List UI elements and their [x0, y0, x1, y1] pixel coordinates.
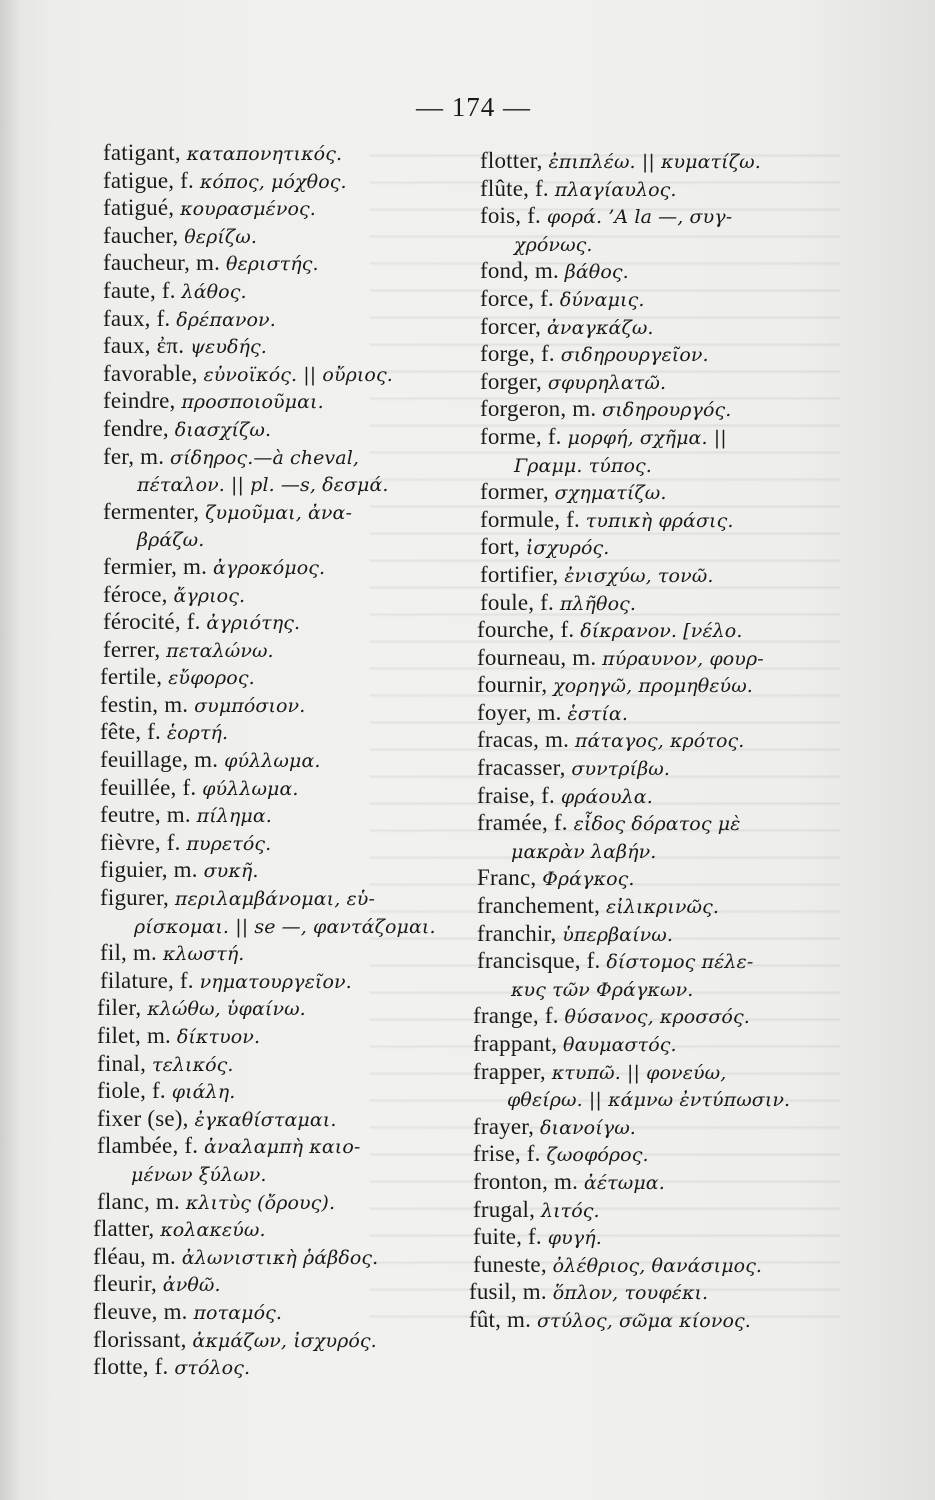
headword: fracasser,: [477, 755, 566, 781]
entry-continuation: [480, 452, 825, 480]
dictionary-entry: [97, 995, 463, 1023]
dictionary-entry: [473, 1252, 825, 1280]
headword: fatigue, f.: [103, 167, 194, 193]
greek-translation: Γραμμ. τύπος.: [514, 454, 652, 477]
headword: forme, f.: [480, 423, 562, 449]
greek-translation: κτυπῶ. || φονεύω,: [551, 1061, 727, 1084]
greek-translation: δίκτυον.: [176, 1026, 261, 1048]
greek-translation: ψευδής.: [190, 336, 267, 359]
dictionary-entry: [103, 333, 463, 361]
headword: frise, f.: [473, 1141, 541, 1167]
greek-translation: ἐγκαθίσταμαι.: [194, 1108, 337, 1131]
greek-translation: ὀλέθριος, θανάσιμος.: [552, 1254, 763, 1277]
dictionary-entry: [103, 278, 463, 306]
headword: fraise, f.: [477, 782, 555, 808]
greek-translation: χρόνως.: [514, 233, 593, 256]
greek-translation: πλαγίαυλος.: [554, 178, 677, 201]
headword: fatigué,: [103, 195, 175, 221]
greek-translation: σιδηρουργός.: [602, 399, 732, 422]
headword: faucheur, m.: [103, 250, 221, 276]
entry-continuation: [103, 526, 463, 554]
dictionary-entry: [103, 444, 463, 472]
dictionary-entry: [469, 1279, 825, 1307]
headword: féroce,: [103, 581, 168, 607]
dictionary-entry: [480, 369, 825, 397]
headword: fête, f.: [100, 719, 161, 745]
headword: fois, f.: [480, 203, 542, 229]
greek-translation: ἀκμάζων, ἰσχυρός.: [192, 1329, 377, 1352]
dictionary-entry: [473, 1031, 825, 1059]
greek-translation: φράουλα.: [560, 785, 653, 808]
dictionary-entry: [93, 1244, 463, 1272]
greek-translation: βάθος.: [564, 261, 629, 284]
dictionary-entry: [473, 1003, 825, 1031]
dictionary-entry: [480, 396, 825, 424]
greek-translation: βράζω.: [137, 529, 205, 552]
entry-continuation: [103, 471, 463, 499]
dictionary-entry: [97, 1023, 463, 1051]
headword: filature, f.: [100, 967, 194, 993]
greek-translation: ζωοφόρος.: [546, 1144, 649, 1167]
headword: forcer,: [480, 313, 542, 339]
greek-translation: ἀνθῶ.: [162, 1274, 221, 1297]
greek-translation: κλώθω, ὑφαίνω.: [147, 998, 306, 1021]
dictionary-entry: [103, 582, 463, 610]
greek-translation: εἶδος δόρατος μὲ: [573, 813, 741, 836]
greek-translation: κλωστή.: [162, 943, 245, 966]
headword: feutre, m.: [100, 802, 191, 828]
dictionary-entry: [477, 921, 825, 949]
greek-translation: κόπος, μόχθος.: [199, 170, 347, 193]
headword: fuite, f.: [473, 1224, 542, 1250]
greek-translation: μακρὰν λαβήν.: [511, 840, 657, 863]
greek-translation: κυς τῶν Φράγκων.: [511, 978, 694, 1001]
dictionary-entry: [103, 388, 463, 416]
greek-translation: δίστομος πέλε-: [606, 951, 754, 974]
dictionary-entry: [477, 810, 825, 838]
greek-translation: συντρίβω.: [571, 758, 671, 781]
dictionary-entry: [93, 1216, 463, 1244]
greek-translation: περιλαμβάνομαι, εὑ-: [174, 888, 375, 911]
greek-translation: προσποιοῦμαι.: [181, 391, 324, 414]
headword: flanc, m.: [97, 1188, 180, 1214]
dictionary-entry: [100, 719, 463, 747]
greek-translation: θαυμαστός.: [563, 1034, 677, 1056]
greek-translation: σίδηρος.—à cheval,: [170, 446, 360, 469]
dictionary-entry: [473, 1197, 825, 1225]
headword: fléau, m.: [93, 1243, 176, 1269]
greek-translation: νηματουργεῖον.: [199, 970, 352, 993]
greek-translation: εὐνοϊκός. || οὔριος.: [203, 363, 393, 386]
headword: flotter,: [480, 148, 543, 173]
headword: fusil, m.: [469, 1279, 547, 1305]
greek-translation: ἀγριότης.: [206, 612, 301, 635]
dictionary-entry: [473, 1224, 825, 1252]
headword: faucher,: [103, 222, 179, 248]
dictionary-entry: [477, 645, 825, 673]
dictionary-entry: [469, 1307, 825, 1335]
dictionary-entry: [97, 1133, 463, 1161]
dictionary-entry: [103, 306, 463, 334]
headword: francisque, f.: [477, 948, 601, 974]
dictionary-entry: [473, 1141, 825, 1169]
greek-translation: Φράγκος.: [542, 868, 635, 891]
headword: foule, f.: [480, 589, 554, 615]
greek-translation: θερίζω.: [184, 225, 258, 248]
headword: fond, m.: [480, 258, 559, 284]
dictionary-entry: [473, 1169, 825, 1197]
greek-translation: εἰλικρινῶς.: [605, 896, 719, 919]
dictionary-entry: [100, 968, 463, 996]
dictionary-entry: [480, 507, 825, 535]
headword: foyer, m.: [477, 699, 562, 725]
headword: funeste,: [473, 1251, 547, 1277]
dictionary-entry: [93, 1354, 463, 1382]
greek-translation: ἀναγκάζω.: [546, 316, 654, 339]
headword: fermier, m.: [103, 553, 208, 579]
headword: fendre,: [103, 415, 169, 441]
greek-translation: φύλλωμα.: [224, 750, 321, 773]
headword: faux, f.: [103, 305, 171, 331]
dictionary-entry: [103, 140, 463, 168]
dictionary-entry: [100, 747, 463, 775]
greek-translation: πύραυνον, φουρ-: [602, 647, 764, 670]
dictionary-entry: [103, 416, 463, 444]
dictionary-entry: [103, 637, 463, 665]
dictionary-entry: [103, 554, 463, 582]
dictionary-entry: [477, 948, 825, 976]
dictionary-entry: [477, 617, 825, 645]
headword: frappant,: [473, 1031, 558, 1056]
headword: figurer,: [100, 885, 170, 911]
headword: filet, m.: [97, 1023, 171, 1048]
dictionary-entry: [93, 1327, 463, 1355]
greek-translation: φυγή.: [547, 1227, 602, 1250]
greek-translation: κολακεύω.: [160, 1219, 266, 1242]
greek-translation: δρέπανον.: [176, 308, 276, 331]
greek-translation: πεταλώνω.: [166, 639, 274, 662]
headword: fournir,: [477, 672, 548, 698]
entry-continuation: [473, 1086, 825, 1114]
greek-translation: ποταμός.: [193, 1301, 283, 1324]
headword: franchement,: [477, 893, 601, 919]
headword: feuillée, f.: [100, 774, 197, 800]
greek-translation: ἰσχυρός.: [525, 537, 610, 560]
dictionary-entry: [480, 148, 825, 176]
headword: flûte, f.: [480, 175, 549, 201]
dictionary-entry: [480, 176, 825, 204]
headword: forger,: [480, 368, 542, 394]
dictionary-entry: [480, 534, 825, 562]
headword: florissant,: [93, 1326, 187, 1352]
headword: frayer,: [473, 1113, 535, 1139]
greek-translation: ἄγριος.: [173, 584, 246, 607]
greek-translation: ἐνισχύω, τονῶ.: [564, 564, 714, 587]
greek-translation: ἀλωνιστικὴ ῥάβδος.: [181, 1246, 379, 1269]
headword: fiole, f.: [97, 1078, 166, 1104]
greek-translation: πίλημα.: [196, 805, 272, 828]
greek-translation: χορηγῶ, προμηθεύω.: [553, 675, 753, 698]
dictionary-entry: [477, 700, 825, 728]
headword: fermenter,: [103, 498, 200, 524]
greek-translation: φύλλωμα.: [202, 777, 299, 800]
headword: flotte, f.: [93, 1354, 169, 1380]
entry-continuation: [477, 838, 825, 866]
headword: fleuve, m.: [93, 1298, 188, 1324]
headword: force, f.: [480, 285, 554, 311]
greek-translation: ἑστία.: [567, 702, 629, 725]
greek-translation: καταπονητικός.: [186, 143, 343, 165]
headword: fleurir,: [93, 1271, 157, 1297]
greek-translation: τελικός.: [151, 1053, 234, 1076]
greek-translation: ρίσκομαι. || se —, φαντάζομαι.: [134, 915, 436, 938]
dictionary-entry: [103, 223, 463, 251]
right-column: [469, 148, 825, 1335]
dictionary-entry: [100, 857, 463, 885]
greek-translation: θύσανος, κροσσός.: [564, 1006, 750, 1029]
headword: framée, f.: [477, 810, 568, 836]
dictionary-entry: [477, 727, 825, 755]
headword: frugal,: [473, 1196, 536, 1222]
headword: figuier, m.: [100, 857, 198, 883]
greek-translation: φορά. ’A la —, συγ-: [546, 206, 733, 229]
greek-translation: σφυρηλατῶ.: [547, 371, 667, 394]
headword: forge, f.: [480, 341, 555, 367]
entry-continuation: [100, 913, 463, 941]
greek-translation: ἐπιπλέω. || κυματίζω.: [548, 151, 761, 173]
dictionary-entry: [480, 314, 825, 342]
headword: forgeron, m.: [480, 396, 597, 422]
headword: flatter,: [93, 1216, 155, 1242]
headword: Franc,: [477, 865, 537, 891]
dictionary-entry: [480, 590, 825, 618]
dictionary-entry: [477, 783, 825, 811]
dictionary-entry: [100, 830, 463, 858]
greek-translation: μένων ξύλων.: [131, 1163, 267, 1186]
left-column: [93, 140, 463, 1382]
dictionary-entry: [100, 664, 463, 692]
greek-translation: ἀναλαμπὴ καιο-: [204, 1136, 361, 1159]
headword: flambée, f.: [97, 1133, 199, 1159]
entry-continuation: [480, 231, 825, 259]
greek-translation: εὔφορος.: [168, 667, 255, 690]
dictionary-entry: [477, 893, 825, 921]
greek-translation: στόλος.: [174, 1357, 251, 1380]
headword: fracas, m.: [477, 727, 570, 753]
dictionary-entry: [103, 195, 463, 223]
headword: formule, f.: [480, 506, 580, 532]
greek-translation: θεριστής.: [225, 253, 319, 276]
dictionary-entry: [480, 479, 825, 507]
dictionary-entry: [100, 802, 463, 830]
dictionary-entry: [477, 755, 825, 783]
greek-translation: φιάλη.: [171, 1081, 236, 1104]
headword: fièvre, f.: [100, 829, 181, 855]
dictionary-entry: [480, 286, 825, 314]
dictionary-entry: [103, 250, 463, 278]
greek-translation: λιτός.: [540, 1199, 600, 1222]
headword: final,: [97, 1050, 147, 1076]
greek-translation: στύλος, σῶμα κίονος.: [536, 1309, 751, 1332]
dictionary-entry: [97, 1106, 463, 1134]
greek-translation: ζυμοῦμαι, ἀνα-: [205, 501, 353, 524]
headword: fourneau, m.: [477, 644, 597, 670]
dictionary-entry: [480, 424, 825, 452]
greek-translation: σιδηρουργεῖον.: [560, 344, 709, 367]
entry-continuation: [97, 1161, 463, 1189]
greek-translation: πάταγος, κρότος.: [574, 730, 745, 753]
dictionary-entry: [97, 1051, 463, 1079]
headword: fût, m.: [469, 1306, 532, 1332]
greek-translation: πλῆθος.: [559, 592, 636, 615]
dictionary-entry: [100, 692, 463, 720]
dictionary-entry: [473, 1059, 825, 1087]
headword: favorable,: [103, 360, 198, 386]
greek-translation: σχηματίζω.: [554, 482, 667, 505]
greek-translation: κουρασμένος.: [180, 198, 316, 221]
headword: fronton, m.: [473, 1168, 579, 1194]
page-edge-shadow: [0, 0, 20, 1500]
greek-translation: κλιτὺς (ὄρους).: [185, 1191, 336, 1214]
dictionary-entry: [100, 940, 463, 968]
greek-translation: ἑορτή.: [166, 722, 229, 745]
dictionary-entry: [97, 1189, 463, 1217]
dictionary-entry: [93, 1299, 463, 1327]
headword: franchir,: [477, 920, 557, 946]
headword: fil, m.: [100, 940, 157, 966]
greek-translation: διασχίζω.: [174, 418, 272, 441]
greek-translation: ὑπερβαίνω.: [562, 923, 674, 946]
dictionary-entry: [100, 775, 463, 803]
headword: férocité, f.: [103, 609, 201, 635]
headword: feindre,: [103, 388, 176, 414]
headword: fixer (se),: [97, 1105, 189, 1131]
headword: fer, m.: [103, 443, 165, 469]
dictionary-entry: [477, 672, 825, 700]
greek-translation: μορφή, σχῆμα. ||: [567, 426, 727, 449]
greek-translation: πέταλον. || pl. —s, δεσμά.: [137, 474, 389, 497]
greek-translation: δίκρανον. [νέλο.: [580, 620, 743, 643]
greek-translation: φθείρω. || κάμνω ἐντύπωσιν.: [507, 1089, 791, 1112]
headword: festin, m.: [100, 691, 189, 717]
dictionary-entry: [103, 609, 463, 637]
dictionary-entry: [477, 865, 825, 893]
headword: faute, f.: [103, 277, 176, 303]
headword: faux, ἐπ.: [103, 333, 185, 359]
dictionary-entry: [480, 258, 825, 286]
greek-translation: συκῆ.: [203, 860, 259, 883]
dictionary-entry: [103, 168, 463, 196]
dictionary-entry: [103, 499, 463, 527]
dictionary-entry: [100, 885, 463, 913]
headword: frapper,: [473, 1058, 546, 1084]
headword: former,: [480, 479, 549, 505]
dictionary-entry: [473, 1114, 825, 1142]
headword: fourche, f.: [477, 617, 575, 643]
headword: fort,: [480, 534, 520, 560]
greek-translation: ὅπλον, τουφέκι.: [552, 1282, 709, 1305]
headword: frange, f.: [473, 1003, 559, 1029]
greek-translation: λάθος.: [181, 280, 247, 303]
greek-translation: διανοίγω.: [539, 1116, 636, 1139]
headword: fertile,: [100, 664, 163, 690]
greek-translation: πυρετός.: [186, 832, 272, 855]
greek-translation: ἀγροκόμος.: [212, 556, 326, 579]
dictionary-entry: [93, 1271, 463, 1299]
headword: ferrer,: [103, 636, 161, 662]
entry-continuation: [477, 976, 825, 1004]
dictionary-entry: [480, 203, 825, 231]
dictionary-entry: [480, 341, 825, 369]
dictionary-entry: [480, 562, 825, 590]
greek-translation: ἀέτωμα.: [583, 1171, 665, 1194]
headword: filer,: [97, 995, 142, 1021]
greek-translation: δύναμις.: [559, 288, 645, 311]
greek-translation: συμπόσιον.: [194, 694, 306, 717]
dictionary-entry: [103, 361, 463, 389]
dictionary-entry: [97, 1078, 463, 1106]
greek-translation: τυπικὴ φράσις.: [585, 509, 734, 532]
headword: feuillage, m.: [100, 747, 219, 773]
page-number: — 174 —: [416, 92, 531, 122]
headword: fatigant,: [103, 140, 181, 165]
headword: fortifier,: [480, 561, 559, 587]
